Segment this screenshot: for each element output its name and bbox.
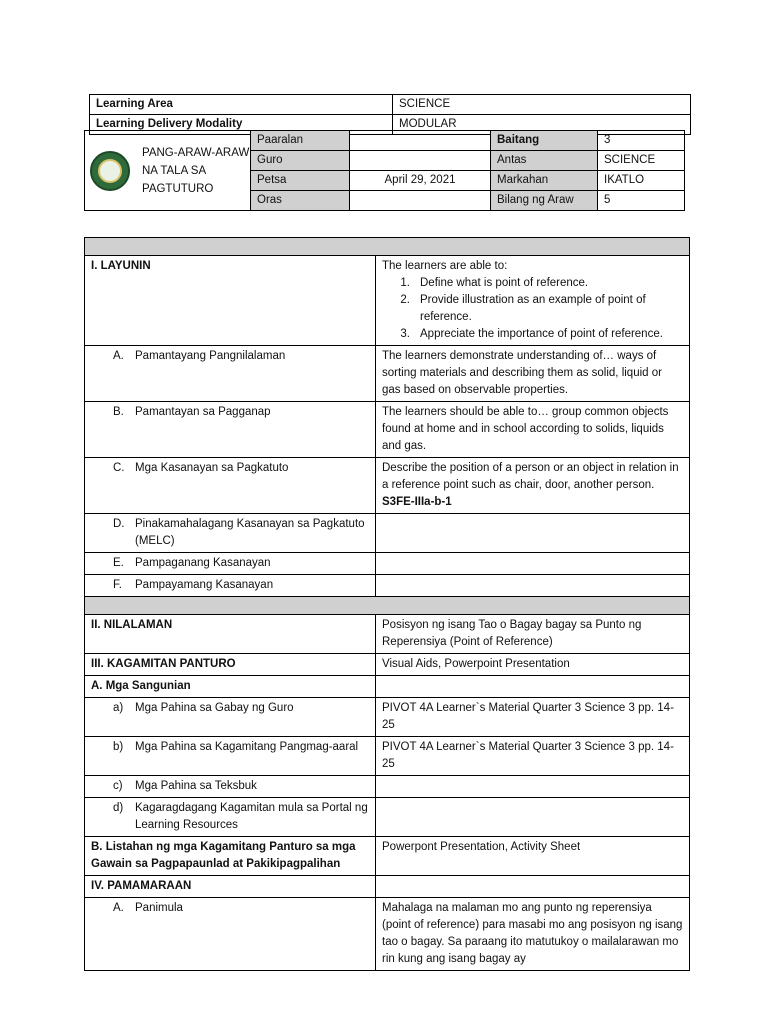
- layunin-heading: I. LAYUNIN: [85, 256, 376, 346]
- sangunian-value: [376, 676, 690, 698]
- layunin-f-label: F. Pampayamang Kasanayan: [85, 575, 376, 597]
- learning-area-value: SCIENCE: [393, 95, 691, 115]
- table-row: [85, 737, 690, 776]
- layunin-d-value: [376, 514, 690, 553]
- modality-label: Learning Delivery Modality: [90, 115, 393, 135]
- table-row: [85, 575, 690, 597]
- objective-list: [382, 275, 683, 343]
- layunin-d-label: D. Pinakamahalagang Kasanayan sa Pagkatuto (MELC): [85, 514, 376, 553]
- panimula-label: A. Panimula: [85, 898, 376, 971]
- paaralan-value: [350, 131, 491, 151]
- panimula-value: Mahalaga na malaman mo ang punto ng reperensiya (point of reference) para masabi mo ang posisyon ng isang tao o bagay. Sa paraang ito matutukoy o mailalarawan mo rin kung ang isang bagay ay: [376, 898, 690, 971]
- sangunian-item-c: c) Mga Pahina sa Teksbuk: [85, 776, 376, 798]
- table-row: [85, 676, 690, 698]
- list-item: 1. Define what is point of reference.: [400, 277, 589, 289]
- sangunian-item-c-value: [376, 776, 690, 798]
- layunin-b-value: The learners should be able to… group common objects found at home and in school according to solids, liquids and gas.: [376, 402, 690, 458]
- layunin-content: [376, 256, 690, 346]
- pamamaraan-heading: IV. PAMAMARAAN: [85, 876, 376, 898]
- baitang-label: Baitang: [491, 131, 598, 151]
- table-row: [85, 615, 690, 654]
- sangunian-item-a: a) Mga Pahina sa Gabay ng Guro: [85, 698, 376, 737]
- layunin-a-value: The learners demonstrate understanding of… ways of sorting materials and describing them as solid, liquid or gas based on observable properties.: [376, 346, 690, 402]
- deped-seal-icon: [90, 151, 130, 191]
- listahan-heading: B. Listahan ng mga Kagamitang Panturo sa mga Gawain sa Pagpapaunlad at Pakikipagpalihan: [85, 837, 376, 876]
- learning-area-label: Learning Area: [90, 95, 393, 115]
- table-row: [85, 876, 690, 898]
- table-row: [85, 402, 690, 458]
- learning-area-table: [89, 94, 691, 135]
- layunin-c-value: Describe the position of a person or an object in relation in a reference point such as chair, door, another person. S3FE-IIIa-b-1: [376, 458, 690, 514]
- table-row: [85, 798, 690, 837]
- table-row: [85, 776, 690, 798]
- antas-value: SCIENCE: [598, 151, 685, 171]
- table-row: [85, 514, 690, 553]
- bilang-value: 5: [598, 191, 685, 211]
- section-divider: [85, 597, 690, 615]
- sangunian-heading: A. Mga Sangunian: [85, 676, 376, 698]
- sangunian-item-a-value: PIVOT 4A Learner`s Material Quarter 3 Science 3 pp. 14-25: [376, 698, 690, 737]
- markahan-label: Markahan: [491, 171, 598, 191]
- antas-label: Antas: [491, 151, 598, 171]
- table-row: [85, 654, 690, 676]
- layunin-a-label: A. Pamantayang Pangnilalaman: [85, 346, 376, 402]
- table-row: [85, 458, 690, 514]
- layunin-b-label: B. Pamantayan sa Pagganap: [85, 402, 376, 458]
- section-divider: [85, 238, 690, 256]
- lesson-plan-table: [84, 237, 690, 971]
- table-row: [85, 346, 690, 402]
- listahan-value: Powerpont Presentation, Activity Sheet: [376, 837, 690, 876]
- petsa-value: April 29, 2021: [350, 171, 491, 191]
- table-row: [85, 837, 690, 876]
- melc-code: S3FE-IIIa-b-1: [382, 496, 452, 508]
- layunin-c-label: C. Mga Kasanayan sa Pagkatuto: [85, 458, 376, 514]
- bilang-label: Bilang ng Araw: [491, 191, 598, 211]
- sangunian-item-d-value: [376, 798, 690, 837]
- table-row: [85, 898, 690, 971]
- sangunian-item-d: d) Kagaragdagang Kagamitan mula sa Portal ng Learning Resources: [85, 798, 376, 837]
- kagamitan-value: Visual Aids, Powerpoint Presentation: [376, 654, 690, 676]
- layunin-e-label: E. Pampaganang Kasanayan: [85, 553, 376, 575]
- list-item: 3. Appreciate the importance of point of reference.: [400, 328, 663, 340]
- baitang-value: 3: [598, 131, 685, 151]
- sangunian-item-b: b) Mga Pahina sa Kagamitang Pangmag-aaral: [85, 737, 376, 776]
- nilalaman-value: Posisyon ng isang Tao o Bagay bagay sa Punto ng Reperensiya (Point of Reference): [376, 615, 690, 654]
- pamamaraan-value: [376, 876, 690, 898]
- layunin-e-value: [376, 553, 690, 575]
- oras-value: [350, 191, 491, 211]
- list-item: 2. Provide illustration as an example of point of reference.: [400, 294, 646, 323]
- modality-value: MODULAR: [393, 115, 691, 135]
- logo-cell: [85, 131, 251, 211]
- paaralan-label: Paaralan: [251, 131, 350, 151]
- guro-label: Guro: [251, 151, 350, 171]
- dll-title: PANG-ARAW-ARAW NA TALA SA PAGTUTURO: [142, 146, 250, 195]
- nilalaman-heading: II. NILALAMAN: [85, 615, 376, 654]
- guro-value: [350, 151, 491, 171]
- layunin-f-value: [376, 575, 690, 597]
- table-row: [85, 553, 690, 575]
- markahan-value: IKATLO: [598, 171, 685, 191]
- kagamitan-heading: III. KAGAMITAN PANTURO: [85, 654, 376, 676]
- table-row: [85, 698, 690, 737]
- sangunian-item-b-value: PIVOT 4A Learner`s Material Quarter 3 Science 3 pp. 14-25: [376, 737, 690, 776]
- layunin-intro: The learners are able to:: [382, 260, 508, 272]
- petsa-label: Petsa: [251, 171, 350, 191]
- oras-label: Oras: [251, 191, 350, 211]
- table-row: [85, 256, 690, 346]
- header-table: [84, 130, 685, 211]
